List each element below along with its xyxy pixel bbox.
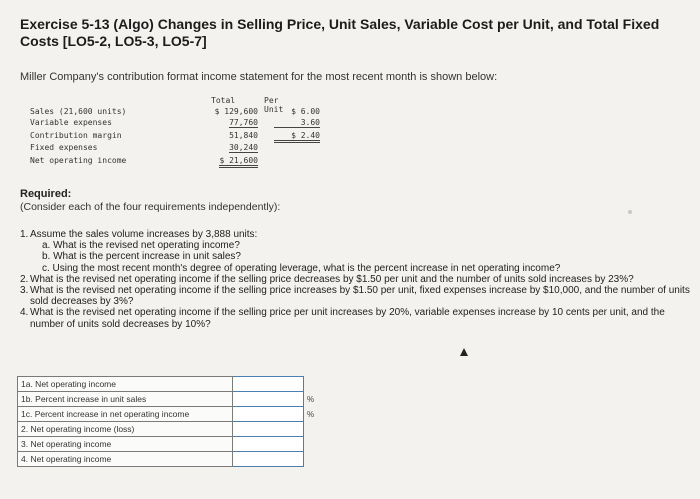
question-1b: b. What is the percent increase in unit sales? [42, 251, 241, 263]
table-row [18, 422, 323, 437]
required-note: (Consider each of the four requirements independently): [20, 201, 281, 213]
question-4: 4. What is the revised net operating income if the selling price per unit increases by 20%, variable expenses increase by 10 cents per unit, and the number of units sold decreases by 10%? [20, 307, 665, 330]
row-per-unit: $ 2.40 [274, 131, 320, 143]
answer-label: 1c. Percent increase in net operating income [18, 407, 233, 422]
answer-suffix: % [307, 394, 315, 404]
answer-input-3[interactable] [233, 437, 304, 452]
speck [628, 210, 632, 214]
answer-suffix [304, 452, 323, 467]
row-per-unit: 3.60 [274, 118, 320, 128]
answer-input-4[interactable] [233, 452, 304, 467]
row-label: Contribution margin [30, 131, 122, 140]
statement-row [30, 131, 320, 143]
row-label: Net operating income [30, 156, 127, 165]
answer-input-1b[interactable] [233, 392, 304, 407]
question-1: 1. Assume the sales volume increases by 3,888 units: [20, 229, 258, 240]
row-total: 51,840 [229, 131, 258, 140]
header-per-unit: Per Unit [264, 96, 284, 114]
question-1c: c. Using the most recent month's degree of operating leverage, what is the percent increase in net operating income? [42, 262, 561, 274]
row-total: $ 129,600 [214, 107, 258, 116]
row-total: 77,760 [229, 118, 258, 127]
answer-label: 1b. Percent increase in unit sales [18, 392, 233, 407]
answer-label: 2. Net operating income (loss) [18, 422, 233, 437]
exercise-intro: Miller Company's contribution format income statement for the most recent month is shown below: [20, 71, 498, 83]
statement-row [30, 156, 320, 168]
answer-suffix [304, 422, 323, 437]
row-label: Variable expenses [30, 118, 112, 127]
table-row [18, 452, 323, 467]
requirements-list [20, 229, 695, 330]
header-total: Total [211, 96, 236, 105]
answer-label: 1a. Net operating income [18, 377, 233, 392]
row-label: Fixed expenses [30, 143, 98, 152]
question-3: 3. What is the revised net operating income if the selling price increases by $1.50 per unit, fixed expenses increase by $10,000, and the number of units sold decreases by 3%? [20, 285, 690, 308]
table-row [18, 437, 323, 452]
answer-input-1c[interactable] [233, 407, 304, 422]
answer-suffix: % [307, 409, 315, 419]
row-per-unit: $ 6.00 [291, 107, 320, 116]
row-total: $ 21,600 [219, 156, 258, 168]
exercise-title: Exercise 5-13 (Algo) Changes in Selling Price, Unit Sales, Variable Cost per Unit, and Total Fixed Costs [LO5-2, LO5-3, LO5-7] [20, 16, 660, 49]
mouse-cursor-icon [460, 348, 468, 356]
answer-input-2[interactable] [233, 422, 304, 437]
question-1a: a. What is the revised net operating income? [42, 240, 240, 252]
required-heading: Required: [20, 188, 72, 200]
row-total: 30,240 [229, 143, 258, 152]
answer-input-1a[interactable] [233, 377, 304, 392]
question-2: 2. What is the revised net operating income if the selling price decreases by $1.50 per unit and the number of units sold increases by 23%? [20, 273, 634, 285]
answer-label: 4. Net operating income [18, 452, 233, 467]
answer-label: 3. Net operating income [18, 437, 233, 452]
answer-table [17, 376, 323, 467]
table-row [18, 392, 323, 407]
answer-suffix [304, 437, 323, 452]
statement-row [30, 118, 320, 130]
table-row [18, 407, 323, 422]
table-row [18, 377, 323, 392]
answer-suffix [304, 377, 323, 392]
statement-row [30, 143, 320, 155]
row-label: Sales (21,600 units) [30, 107, 127, 116]
